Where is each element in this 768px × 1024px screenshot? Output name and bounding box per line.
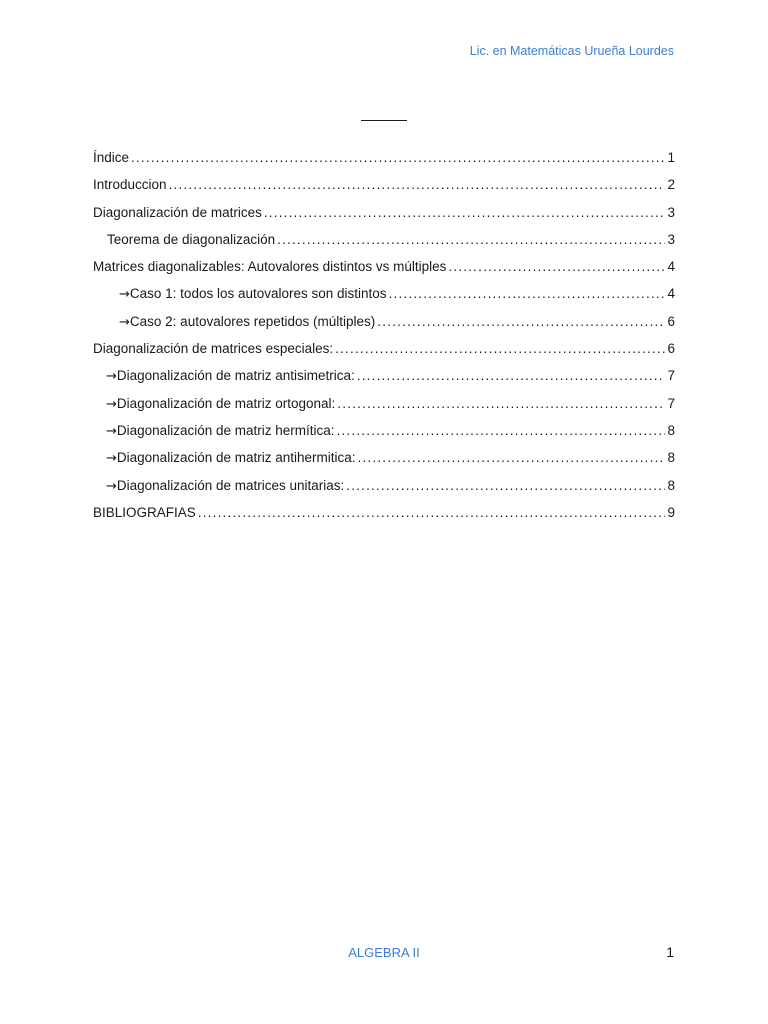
dot-leader: [264, 205, 666, 220]
dot-leader: [337, 423, 666, 438]
dot-leader: [169, 177, 666, 192]
toc-entry[interactable]: [93, 314, 675, 341]
toc-entry-label: Diagonalización de matriz hermítica:: [116, 422, 335, 438]
toc-entry-label: Diagonalización de matriz antisimetrica:: [116, 368, 355, 384]
toc-entry[interactable]: [93, 259, 675, 286]
toc-entry-label: Diagonalización de matrices: [93, 204, 262, 220]
toc-entry-label: Caso 2: autovalores repetidos (múltiples): [129, 313, 376, 329]
toc-entry[interactable]: [93, 423, 675, 450]
dot-leader: [389, 286, 666, 301]
dot-leader: [448, 259, 665, 274]
toc-entry[interactable]: [93, 368, 675, 395]
toc-entry-page: 4: [667, 259, 675, 275]
toc-entry-label: Índice: [93, 150, 130, 165]
toc-entry-page: 6: [667, 341, 675, 357]
toc-entry[interactable]: [93, 478, 675, 505]
arrow-right-icon: →: [106, 423, 117, 439]
toc-entry-page: 6: [667, 313, 675, 329]
arrow-right-icon: →: [106, 396, 117, 412]
toc-entry-label: BIBLIOGRAFIAS: [93, 504, 196, 520]
dot-leader: [357, 368, 666, 383]
toc-entry-page: 2: [667, 177, 675, 193]
toc-entry-label: Introduccion: [93, 177, 167, 193]
toc-entry-page: 9: [667, 504, 675, 520]
dot-leader: [277, 232, 665, 247]
dot-leader: [198, 505, 666, 520]
toc-entry-label: Diagonalización de matriz antihermitica:: [116, 450, 356, 466]
footer-page-number: 1: [666, 944, 674, 960]
dot-leader: [346, 478, 665, 493]
arrow-right-icon: →: [106, 451, 117, 467]
toc-entry-page: 7: [667, 395, 675, 411]
arrow-right-icon: →: [106, 478, 117, 494]
toc-entry[interactable]: [93, 232, 675, 259]
toc-entry[interactable]: [93, 450, 675, 477]
footer-course-title: ALGEBRA II: [348, 945, 420, 960]
toc-entry-page: 3: [667, 204, 675, 220]
dot-leader: [358, 450, 666, 465]
dot-leader: [131, 150, 665, 165]
arrow-right-icon: →: [119, 287, 130, 303]
arrow-right-icon: →: [106, 369, 117, 385]
toc-entry-label: Caso 1: todos los autovalores son distintos: [129, 286, 387, 302]
toc-entry[interactable]: [93, 341, 675, 368]
toc-entry-label: Diagonalización de matriz ortogonal:: [116, 395, 336, 411]
toc-entry-page: 7: [667, 368, 675, 384]
dot-leader: [335, 341, 665, 356]
toc-entry-label: Diagonalización de matrices unitarias:: [116, 477, 345, 493]
toc-entry[interactable]: [93, 286, 675, 313]
toc-entry[interactable]: [93, 505, 675, 532]
table-of-contents: [93, 150, 675, 532]
toc-entry-label: Matrices diagonalizables: Autovalores distintos vs múltiples: [93, 259, 447, 275]
toc-entry[interactable]: [93, 205, 675, 232]
toc-entry[interactable]: [93, 396, 675, 423]
toc-entry[interactable]: [93, 150, 675, 177]
toc-entry-page: 8: [667, 477, 675, 493]
toc-entry-page: 8: [667, 422, 675, 438]
toc-entry[interactable]: [93, 177, 675, 204]
toc-entry-label: Diagonalización de matrices especiales:: [93, 341, 334, 357]
dot-leader: [377, 314, 665, 329]
toc-entry-label: Teorema de diagonalización: [107, 231, 276, 247]
toc-entry-page: 1: [667, 150, 675, 165]
header-author: Lic. en Matemáticas Urueña Lourdes: [469, 44, 674, 58]
title-underline: [361, 120, 407, 121]
toc-entry-page: 4: [667, 286, 675, 302]
arrow-right-icon: →: [119, 314, 130, 330]
toc-entry-page: 3: [667, 231, 675, 247]
toc-entry-page: 8: [667, 450, 675, 466]
dot-leader: [337, 396, 665, 411]
